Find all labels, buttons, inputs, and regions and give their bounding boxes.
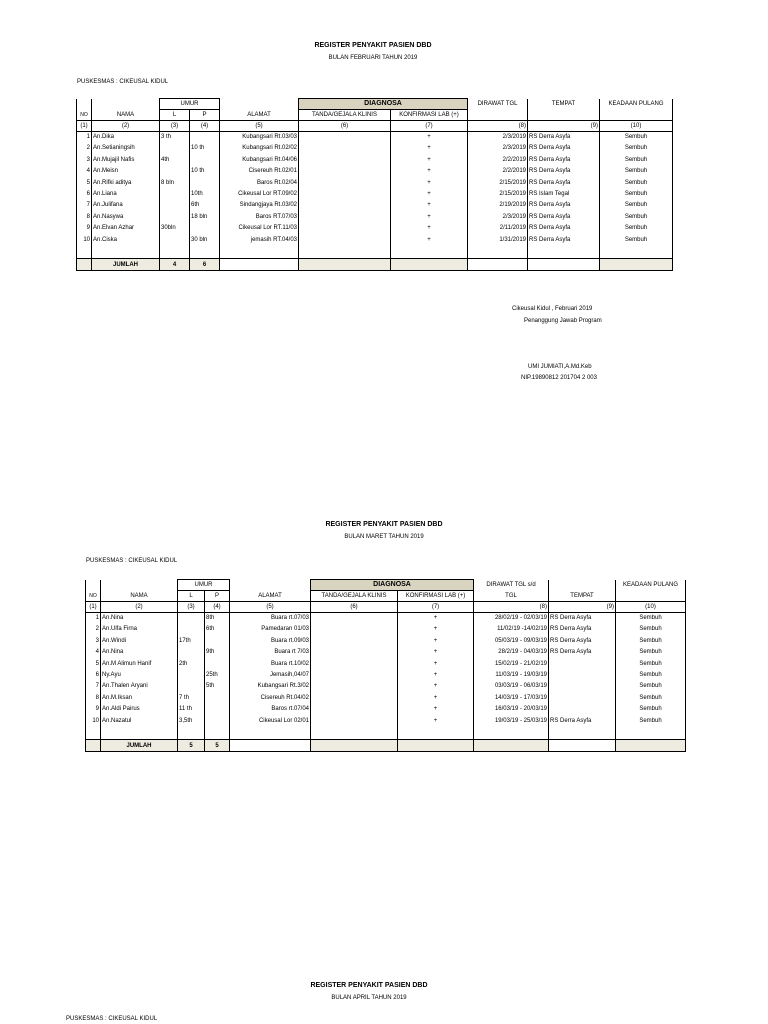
colnum-2: (2) [92,121,160,132]
row-umur-l: 8 bln [160,178,190,189]
row-tempat: RS Derra Asyfa [528,132,600,144]
row-alamat: jemasih RT.04/03 [220,235,299,246]
mar-colnum-8: (8) [474,602,549,613]
row-alamat: Buara rt.09/03 [230,636,311,647]
row-alamat: Kubangsari Rt.02/02 [220,143,299,154]
row-tanda [311,704,398,715]
row-keadaan: Sembuh [616,647,686,658]
row-nama: An.M Alimun Hanif [101,659,178,670]
row-tanda [299,223,391,234]
header-dirawat-bottom [468,110,528,121]
feb-report-title: REGISTER PENYAKIT PASIEN DBD [314,42,432,49]
apr-puskesmas-label: PUSKESMAS : CIKEUSAL KIDUL [66,1016,158,1022]
row-umur-p [190,223,220,234]
row-keadaan: Sembuh [616,704,686,715]
row-umur-l [160,166,190,177]
mar-header-dirawat-tgl: TGL [474,591,549,602]
signature-nip: NIP.19890812 201704 2 003 [521,375,597,381]
table-row [77,143,673,154]
colnum-5: (5) [220,121,299,132]
row-no: 1 [86,613,101,625]
row-dirawat-tgl: 2/3/2019 [468,143,528,154]
row-umur-p: 5th [205,681,230,692]
mar-header-nama-top [101,580,178,591]
total-p: 6 [190,259,220,271]
colnum-1: (1) [77,121,92,132]
row-keadaan: Sembuh [600,132,673,144]
mar-colnum-5: (5) [230,602,311,613]
row-umur-p: 30 bln [190,235,220,246]
row-tanda [299,235,391,246]
colnum-3: (3) [160,121,190,132]
row-konfirmasi: + [398,704,474,715]
mar-header-no-top [86,580,101,591]
row-nama: An.Dika [92,132,160,144]
mar-total-label: JUMLAH [101,740,178,752]
row-nama: An.Elvan Azhar [92,223,160,234]
row-tanda [311,659,398,670]
row-umur-p: 10th [190,189,220,200]
row-dirawat-tgl: 15/02/19 - 21/02/19 [474,659,549,670]
row-umur-l [178,624,205,635]
row-tanda [299,132,391,144]
row-alamat: Baros Rt.02/04 [220,178,299,189]
row-tempat: RS Islam Tegal [528,189,600,200]
mar-colnum-7: (7) [398,602,474,613]
row-dirawat-tgl: 2/11/2019 [468,223,528,234]
row-keadaan: Sembuh [600,189,673,200]
row-alamat: Kubangsari Rt.03/03 [220,132,299,144]
mar-colnum-2: (2) [101,602,178,613]
row-alamat: Cikeusal Lor RT.09/02 [220,189,299,200]
row-tanda [311,647,398,658]
row-umur-l [178,681,205,692]
row-no: 4 [77,166,92,177]
mar-total-p: 5 [205,740,230,752]
row-umur-p [205,659,230,670]
signature-place-date: Cikeusal Kidul , Februari 2019 [512,306,593,312]
row-nama: An.Ulfa Firna [101,624,178,635]
row-konfirmasi: + [391,155,468,166]
row-tempat [549,704,616,715]
row-umur-l [178,647,205,658]
row-umur-l: 17th [178,636,205,647]
row-konfirmasi: + [391,189,468,200]
mar-colnum-6: (6) [311,602,398,613]
row-konfirmasi: + [391,132,468,144]
table-row [86,624,686,635]
row-tempat: RS Derra Asyfa [528,235,600,246]
table-row [77,166,673,177]
row-umur-p: 25th [205,670,230,681]
header-umur: UMUR [160,99,220,110]
row-nama: An.M.Iksan [101,693,178,704]
row-keadaan: Sembuh [600,212,673,223]
row-dirawat-tgl: 11/02/19 -14/02/19 [474,624,549,635]
mar-table-body [86,613,686,728]
row-umur-l: 2th [178,659,205,670]
row-tempat: RS Derra Asyfa [528,143,600,154]
feb-puskesmas-label: PUSKESMAS : CIKEUSAL KIDUL [77,79,169,85]
row-tempat: RS Derra Asyfa [528,200,600,211]
row-konfirmasi: + [391,200,468,211]
row-alamat: Jemasih,04/07 [230,670,311,681]
signature-name: UMI JUMIATI,A.Md.Keb [528,364,592,370]
colnum-4: (4) [190,121,220,132]
feb-table-body [77,132,673,247]
header-alamat-top [220,99,299,110]
row-nama: An.Nina [101,647,178,658]
row-nama: An.Julifana [92,200,160,211]
row-umur-l [178,613,205,625]
row-dirawat-tgl: 03/03/19 - 06/03/19 [474,681,549,692]
row-tempat: RS Derra Asyfa [528,155,600,166]
row-umur-p: 6th [190,200,220,211]
row-umur-l [160,143,190,154]
header-konfirmasi: KONFIRMASI LAB (+) [391,110,468,121]
table-row [77,212,673,223]
row-umur-p: 18 bln [190,212,220,223]
row-no: 8 [86,693,101,704]
mar-header-tanda: TANDA/GEJALA KLINIS [311,591,398,602]
signature-role: Penanggung Jawab Program [524,318,602,324]
table-row [86,681,686,692]
row-nama: An.Setianingsih [92,143,160,154]
row-no: 1 [77,132,92,144]
row-nama: An.Liana [92,189,160,200]
total-l: 4 [160,259,190,271]
mar-register-table [85,579,686,752]
colnum-9: (9) [528,121,600,132]
row-keadaan: Sembuh [616,716,686,727]
mar-header-alamat-top [230,580,311,591]
header-diagnosa: DIAGNOSA [299,99,468,110]
row-no: 3 [77,155,92,166]
mar-header-keadaan: KEADAAN PULANG [616,580,686,591]
row-alamat: Baros rt.07/04 [230,704,311,715]
mar-header-tempat-top [549,580,616,591]
row-dirawat-tgl: 2/15/2019 [468,189,528,200]
row-no: 9 [77,223,92,234]
row-umur-l: 3 th [160,132,190,144]
row-dirawat-tgl: 19/03/19 - 25/03/19 [474,716,549,727]
row-tanda [299,178,391,189]
row-tempat [549,659,616,670]
mar-header-keadaan-bottom [616,591,686,602]
row-nama: An.Aldi Pairus [101,704,178,715]
row-alamat: Buara rt 7/03 [230,647,311,658]
colnum-8: (8) [468,121,528,132]
row-tanda [299,166,391,177]
row-umur-p [205,636,230,647]
row-tanda [311,716,398,727]
row-keadaan: Sembuh [616,693,686,704]
row-nama: An.Nina [101,613,178,625]
row-tempat: RS Derra Asyfa [549,647,616,658]
row-dirawat-tgl: 2/15/2019 [468,178,528,189]
row-dirawat-tgl: 2/3/2019 [468,132,528,144]
row-nama: An.Mujajil Nafis [92,155,160,166]
mar-colnum-1: (1) [86,602,101,613]
table-row [86,716,686,727]
colnum-10: (10) [600,121,673,132]
apr-report-subtitle: BULAN APRIL TAHUN 2019 [331,995,407,1001]
row-alamat: Cikeusal Lor RT.11/03 [220,223,299,234]
row-konfirmasi: + [398,659,474,670]
row-umur-p: 10 th [190,166,220,177]
row-tempat: RS Derra Asyfa [528,178,600,189]
mar-report-title: REGISTER PENYAKIT PASIEN DBD [325,521,443,528]
apr-report-title: REGISTER PENYAKIT PASIEN DBD [310,982,428,989]
row-umur-l [160,189,190,200]
row-umur-p: 10 th [190,143,220,154]
row-nama: An.Rifki aditya [92,178,160,189]
row-alamat: Buara rt.07/03 [230,613,311,625]
row-konfirmasi: + [398,681,474,692]
header-keadaan: KEADAAN PULANG [600,99,673,110]
row-konfirmasi: + [398,624,474,635]
row-tempat: RS Derra Asyfa [549,636,616,647]
mar-report-subtitle: BULAN MARET TAHUN 2019 [344,534,424,540]
header-nama-top [92,99,160,110]
row-umur-l: 30bln [160,223,190,234]
header-l: L [160,110,190,121]
mar-colnum-9: (9) [549,602,616,613]
header-no: NO [77,110,92,121]
row-konfirmasi: + [398,636,474,647]
mar-header-konfirmasi: KONFIRMASI LAB (+) [398,591,474,602]
row-no: 10 [86,716,101,727]
row-tanda [299,143,391,154]
row-keadaan: Sembuh [600,235,673,246]
mar-header-diagnosa: DIAGNOSA [311,580,474,591]
row-konfirmasi: + [391,212,468,223]
row-konfirmasi: + [391,178,468,189]
table-row [86,659,686,670]
row-alamat: Cikeusal Lor 02/01 [230,716,311,727]
row-umur-p [205,716,230,727]
row-no: 7 [77,200,92,211]
mar-puskesmas-label: PUSKESMAS : CIKEUSAL KIDUL [86,558,178,564]
row-keadaan: Sembuh [616,659,686,670]
row-keadaan: Sembuh [600,143,673,154]
table-row [86,636,686,647]
mar-header-alamat: ALAMAT [230,591,311,602]
feb-report-subtitle: BULAN FEBRUARI TAHUN 2019 [328,55,418,61]
mar-header-tempat: TEMPAT [549,591,616,602]
row-no: 3 [86,636,101,647]
row-umur-l [160,212,190,223]
total-label: JUMLAH [92,259,160,271]
table-row [77,155,673,166]
row-konfirmasi: + [398,647,474,658]
row-alamat: Kubangsari Rt.3/02 [230,681,311,692]
row-tanda [299,212,391,223]
row-nama: An.Ciska [92,235,160,246]
row-dirawat-tgl: 2/2/2019 [468,166,528,177]
mar-header-p: P [205,591,230,602]
row-umur-l: 11 th [178,704,205,715]
row-no: 7 [86,681,101,692]
row-umur-l [160,235,190,246]
table-row [77,132,673,144]
row-no: 8 [77,212,92,223]
row-no: 6 [77,189,92,200]
mar-header-umur: UMUR [178,580,230,591]
row-umur-p [190,178,220,189]
row-tempat [549,670,616,681]
row-dirawat-tgl: 2/19/2019 [468,200,528,211]
header-dirawat: DIRAWAT TGL [468,99,528,110]
row-umur-p: 9th [205,647,230,658]
row-tempat: RS Derra Asyfa [549,613,616,625]
header-tempat-bottom [528,110,600,121]
row-dirawat-tgl: 2/3/2019 [468,212,528,223]
row-umur-p: 6th [205,624,230,635]
table-row [86,613,686,625]
mar-header-nama: NAMA [101,591,178,602]
row-keadaan: Sembuh [600,155,673,166]
row-tempat: RS Derra Asyfa [549,624,616,635]
row-keadaan: Sembuh [600,223,673,234]
row-nama: An.Meisn [92,166,160,177]
row-konfirmasi: + [398,670,474,681]
header-p: P [190,110,220,121]
row-tanda [299,155,391,166]
row-dirawat-tgl: 11/03/19 - 19/03/19 [474,670,549,681]
row-alamat: Buara rt.10/02 [230,659,311,670]
row-konfirmasi: + [391,143,468,154]
row-umur-p: 8th [205,613,230,625]
row-umur-p [205,704,230,715]
row-alamat: Pamedaran 01/03 [230,624,311,635]
mar-colnum-3: (3) [178,602,205,613]
colnum-6: (6) [299,121,391,132]
row-no: 5 [86,659,101,670]
row-konfirmasi: + [391,166,468,177]
row-no: 4 [86,647,101,658]
header-alamat: ALAMAT [220,110,299,121]
header-no-top [77,99,92,110]
row-nama: An.Windi [101,636,178,647]
row-umur-l: 7 th [178,693,205,704]
row-konfirmasi: + [398,613,474,625]
table-row [86,693,686,704]
row-nama: Ny.Ayu [101,670,178,681]
table-row [86,704,686,715]
table-row [77,189,673,200]
row-keadaan: Sembuh [616,670,686,681]
header-nama: NAMA [92,110,160,121]
table-row [77,178,673,189]
row-tempat [549,681,616,692]
row-tanda [311,670,398,681]
mar-header-dirawat: DIRAWAT TGL s/d [474,580,549,591]
row-nama: An.Nazatul [101,716,178,727]
row-dirawat-tgl: 28/2/19 - 04/03/19 [474,647,549,658]
mar-header-l: L [178,591,205,602]
row-keadaan: Sembuh [616,613,686,625]
row-alamat: Cisereuh Rt.02/01 [220,166,299,177]
row-alamat: Cisereuh Rt.04/02 [230,693,311,704]
row-keadaan: Sembuh [616,624,686,635]
table-row [86,670,686,681]
row-tanda [311,613,398,625]
row-no: 2 [86,624,101,635]
row-no: 9 [86,704,101,715]
row-dirawat-tgl: 28/02/19 - 02/03/19 [474,613,549,625]
row-umur-p [190,155,220,166]
row-tanda [299,189,391,200]
header-keadaan-bottom [600,110,673,121]
mar-header-no: NO [86,591,101,602]
row-keadaan: Sembuh [616,681,686,692]
table-row [77,200,673,211]
row-dirawat-tgl: 1/31/2019 [468,235,528,246]
header-tempat: TEMPAT [528,99,600,110]
row-konfirmasi: + [398,716,474,727]
mar-total-l: 5 [178,740,205,752]
row-alamat: Sindangjaya Rt.03/02 [220,200,299,211]
row-umur-p [205,693,230,704]
mar-colnum-4: (4) [205,602,230,613]
row-umur-l [178,670,205,681]
row-no: 2 [77,143,92,154]
row-keadaan: Sembuh [600,178,673,189]
row-tempat: RS Derra Asyfa [549,716,616,727]
row-keadaan: Sembuh [600,166,673,177]
row-tempat: RS Derra Asyfa [528,166,600,177]
row-keadaan: Sembuh [600,200,673,211]
row-no: 5 [77,178,92,189]
row-alamat: Kubangsari Rt.04/06 [220,155,299,166]
feb-register-table [76,98,673,271]
row-tanda [311,693,398,704]
row-dirawat-tgl: 2/2/2019 [468,155,528,166]
row-umur-l: 3,5th [178,716,205,727]
row-konfirmasi: + [391,223,468,234]
row-no: 10 [77,235,92,246]
row-alamat: Baros RT.07/03 [220,212,299,223]
row-tanda [311,624,398,635]
table-row [77,223,673,234]
row-dirawat-tgl: 14/03/19 - 17/03/19 [474,693,549,704]
row-nama: An.Nasywa [92,212,160,223]
row-konfirmasi: + [398,693,474,704]
row-tempat [549,693,616,704]
row-umur-l: 4th [160,155,190,166]
row-no: 6 [86,670,101,681]
row-konfirmasi: + [391,235,468,246]
mar-colnum-10: (10) [616,602,686,613]
row-tanda [299,200,391,211]
row-dirawat-tgl: 16/03/19 - 20/03/19 [474,704,549,715]
table-row [77,235,673,246]
row-tempat: RS Derra Asyfa [528,223,600,234]
colnum-7: (7) [391,121,468,132]
row-dirawat-tgl: 05/03/19 - 09/03/19 [474,636,549,647]
row-umur-p [190,132,220,144]
table-row [86,647,686,658]
row-tanda [311,681,398,692]
row-keadaan: Sembuh [616,636,686,647]
row-tanda [311,636,398,647]
row-nama: An.Thalen Aryani [101,681,178,692]
header-tanda: TANDA/GEJALA KLINIS [299,110,391,121]
row-umur-l [160,200,190,211]
row-tempat: RS Derra Asyfa [528,212,600,223]
